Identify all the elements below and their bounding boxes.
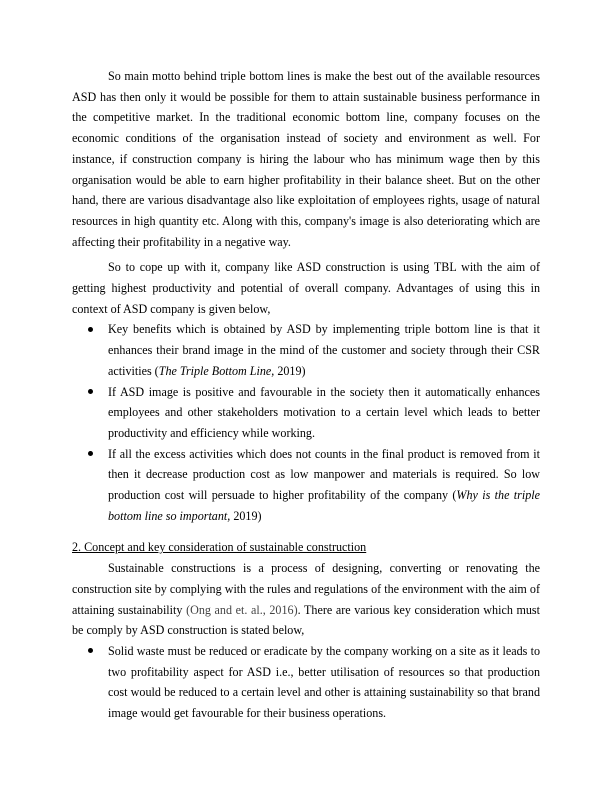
paragraph-triple-bottom-line-motto: So main motto behind triple bottom lines is make the best out of the available resources ASD has then only it would be possible for them to attain sustainable business performance in the competitive market. In the traditional economic bottom line, company focuses on the economic conditions of the organisation instead of society and environment as well. For instance, if construction company is hiring the labour who has minimum wage then by this organisation would be able to earn higher profitability in their balance sheet. But on the other hand, there are various disadvantage also like exploitation of employees rights, usage of natural resources in high quantity etc. Along with this, company's image is also deteriorating which are affecting their profitability in a negative way.	[72, 69, 540, 249]
bullet-text: Key benefits which is obtained by ASD by implementing triple bottom line is that it enhances their brand image in the mind of the customer and society through their CSR activities (	[108, 322, 540, 378]
section-heading-sustainable-construction: 2. Concept and key consideration of sustainable construction	[72, 540, 367, 555]
bullet-item-brand-image	[72, 319, 540, 381]
advantages-bullet-list	[72, 319, 540, 526]
citation-year: 2019)	[230, 508, 262, 523]
bullet-item-employee-motivation	[72, 382, 540, 444]
bullet-text: If ASD image is positive and favourable in the society then it automatically enhances employees and other stakeholders motivation to a certain level which leads to better productivity and efficiency while working.	[108, 384, 540, 440]
citation-title: The Triple Bottom Line,	[158, 363, 275, 378]
paragraph-sustainable-construction-definition	[72, 558, 540, 641]
bullet-icon	[88, 389, 93, 394]
bullet-text: If all the excess activities which does not counts in the final product is removed from it then it decrease production cost as low manpower and materials is required. So low production cost will persuade to higher profitability of the company (	[108, 446, 540, 503]
citation-year: 2019)	[274, 363, 306, 378]
bullet-icon	[88, 648, 93, 653]
bullet-item-solid-waste	[72, 641, 540, 724]
document-page	[72, 66, 540, 724]
bullet-icon	[88, 327, 93, 332]
bullet-text: Solid waste must be reduced or eradicate by the company working on a site as it leads to two profitability aspect for ASD i.e., better utilisation of resources so that production cost would be reduced to a certain level and other is attaining sustainability so that brand image would get favourable for their business operations.	[108, 643, 540, 721]
bullet-item-production-cost	[72, 444, 540, 527]
paragraph-tbl-advantages-intro: So to cope up with it, company like ASD construction is using TBL with the aim of getting highest productivity and potential of overall company. Advantages of using this in context of ASD company is given below,	[72, 260, 540, 316]
considerations-bullet-list	[72, 641, 540, 724]
citation: (Ong and et. al., 2016)	[186, 602, 298, 617]
paragraph-text: . There are various key consideration which must be comply by ASD construction is stated below,	[72, 602, 541, 638]
citation-title: Why is the triple bottom line so important,	[108, 488, 540, 523]
paragraph-text: Sustainable constructions is a process of designing, converting or renovating the construction site by complying with the rules and regulations of the environment with the aim of attaining sustainability	[72, 561, 540, 617]
bullet-icon	[88, 451, 93, 456]
spacer	[72, 526, 540, 537]
